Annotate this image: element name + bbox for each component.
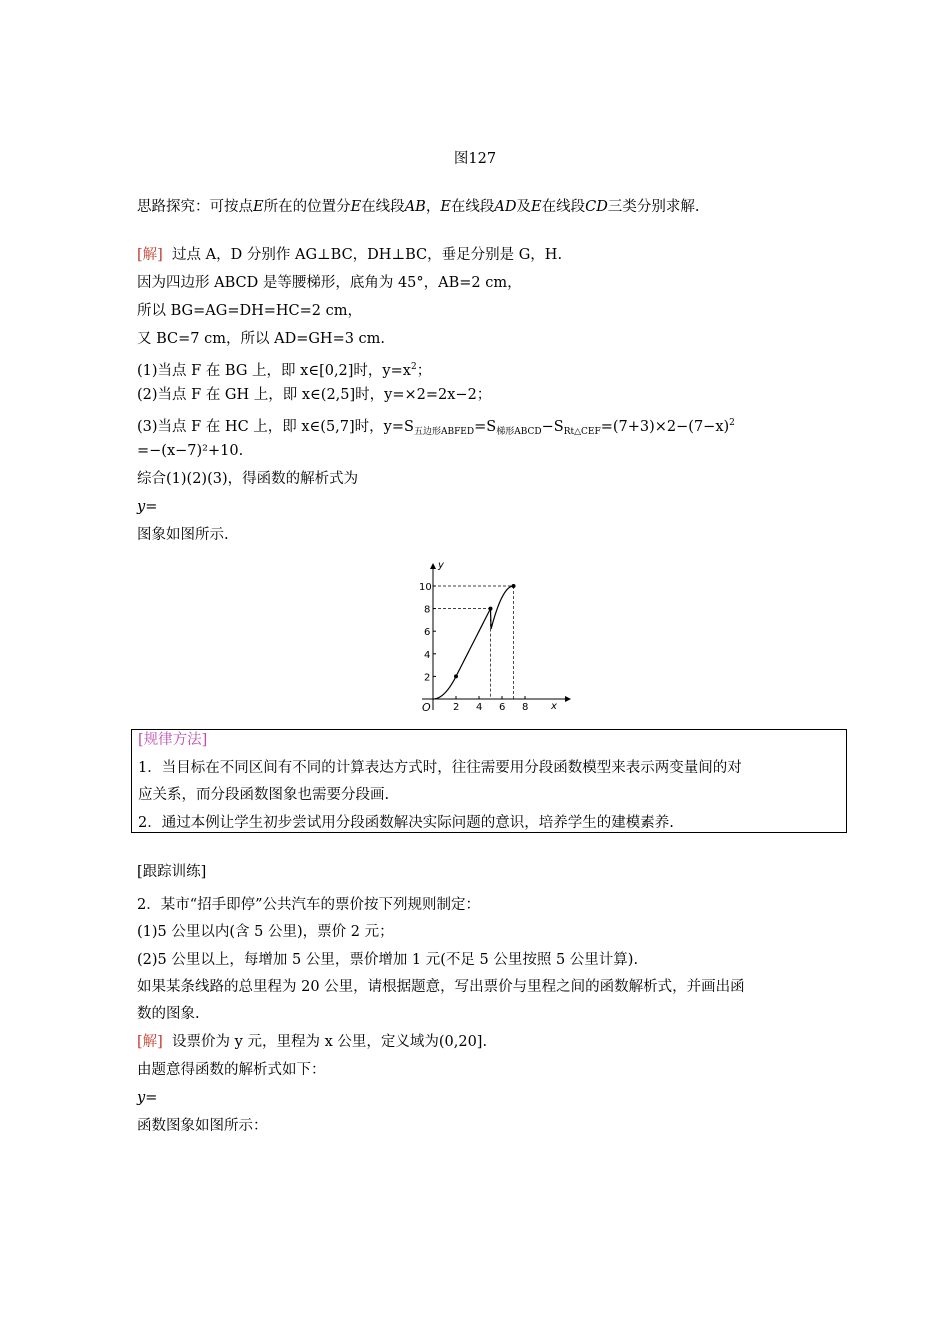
x-tick-label: 6 [499,702,506,713]
key-point [512,584,516,588]
practice-line-4: 如果某条线路的总里程为 20 公里，请根据题意，写出票价与里程之间的函数解析式，并画出函 [137,979,745,995]
solution-line-7: (3)当点 F 在 HC 上，即 x∈(5,7]时，$y=S_{五边形ABFED}=S_{梯形ABCD}-S_{Rt\triangle CEF}=(7+3)\times 2-(7-x)^2$ [137,418,735,437]
function-graph [410,558,580,718]
method-line-1: 1．当目标在不同区间有不同的计算表达方式时，往往需要用分段函数模型来表示两变量间的对 [138,760,742,776]
solution-line-10: y= [137,499,158,515]
figure-caption: 图127 [453,151,497,167]
practice-line-2: (1)5 公里以内(含 5 公里)，票价 2 元； [137,924,394,940]
x-tick-label: 2 [453,702,460,713]
practice-solution-tag: [解] [137,1034,163,1050]
key-point [454,674,458,678]
solution-line-2: 因为四边形 ABCD 是等腰梯形，底角为 45°，AB=2 cm， [137,275,522,291]
practice-line-8: y= [137,1090,158,1106]
practice-line-5: 数的图象. [137,1006,200,1022]
practice-title: [跟踪训练] [137,864,207,880]
practice-line-9: 函数图象如图所示： [137,1118,268,1134]
solution-line-6: (2)当点 F 在 GH 上，即 x∈(2,5]时，y=×2=2x−2； [137,387,492,403]
solution-line-8: =−(x−7)²+10. [137,443,244,459]
method-line-3: 2．通过本例让学生初步尝试用分段函数解决实际问题的意识，培养学生的建模素养. [138,815,674,831]
y-tick-label: 4 [424,649,431,661]
method-box [131,729,847,833]
x-axis-label: x [551,701,557,712]
solution-line-9: 综合(1)(2)(3)，得函数的解析式为 [137,471,359,487]
solution-tag: [解] [137,247,163,263]
key-point [489,607,493,611]
practice-line-1: 2．某市“招手即停”公共汽车的票价按下列规则制定： [137,897,481,913]
y-tick-label: 8 [424,604,431,616]
solution-line-1: [解] 过点 A，D 分别作 AG⊥BC，DH⊥BC，垂足分别是 G，H. [137,247,563,263]
function-curve [433,586,514,699]
x-tick-label: 8 [522,702,529,713]
y-axis-label: y [438,560,444,571]
y-tick-label: 6 [424,627,431,639]
method-title: [规律方法] [138,732,208,748]
y-tick-label: 10 [419,582,432,593]
practice-line-7: 由题意得函数的解析式如下： [137,1062,326,1078]
x-tick-label: 4 [476,702,483,713]
solution-line-3: 所以 BG=AG=DH=HC=2 cm， [137,303,362,319]
y-tick-label: 2 [424,672,431,684]
solution-line-4: 又 BC=7 cm，所以 AD=GH=3 cm. [137,331,386,347]
solution-line-5: (1)当点 F 在 BG 上，即 x∈[0,2]时，$y=x^2$； [137,362,432,379]
origin-label: O [422,701,431,714]
method-line-2: 应关系，而分段函数图象也需要分段画. [138,787,390,803]
practice-line-6: [解] 设票价为 y 元，里程为 x 公里，定义域为(0,20]. [137,1034,488,1050]
practice-line-3: (2)5 公里以上，每增加 5 公里，票价增加 1 元(不足 5 公里按照 5 公里计算). [137,952,639,968]
think-paragraph: 思路探究：可按点E所在的位置分E在线段AB，E在线段AD及E在线段CD三类分别求解. [137,199,700,215]
solution-line-11: 图象如图所示. [137,527,229,543]
